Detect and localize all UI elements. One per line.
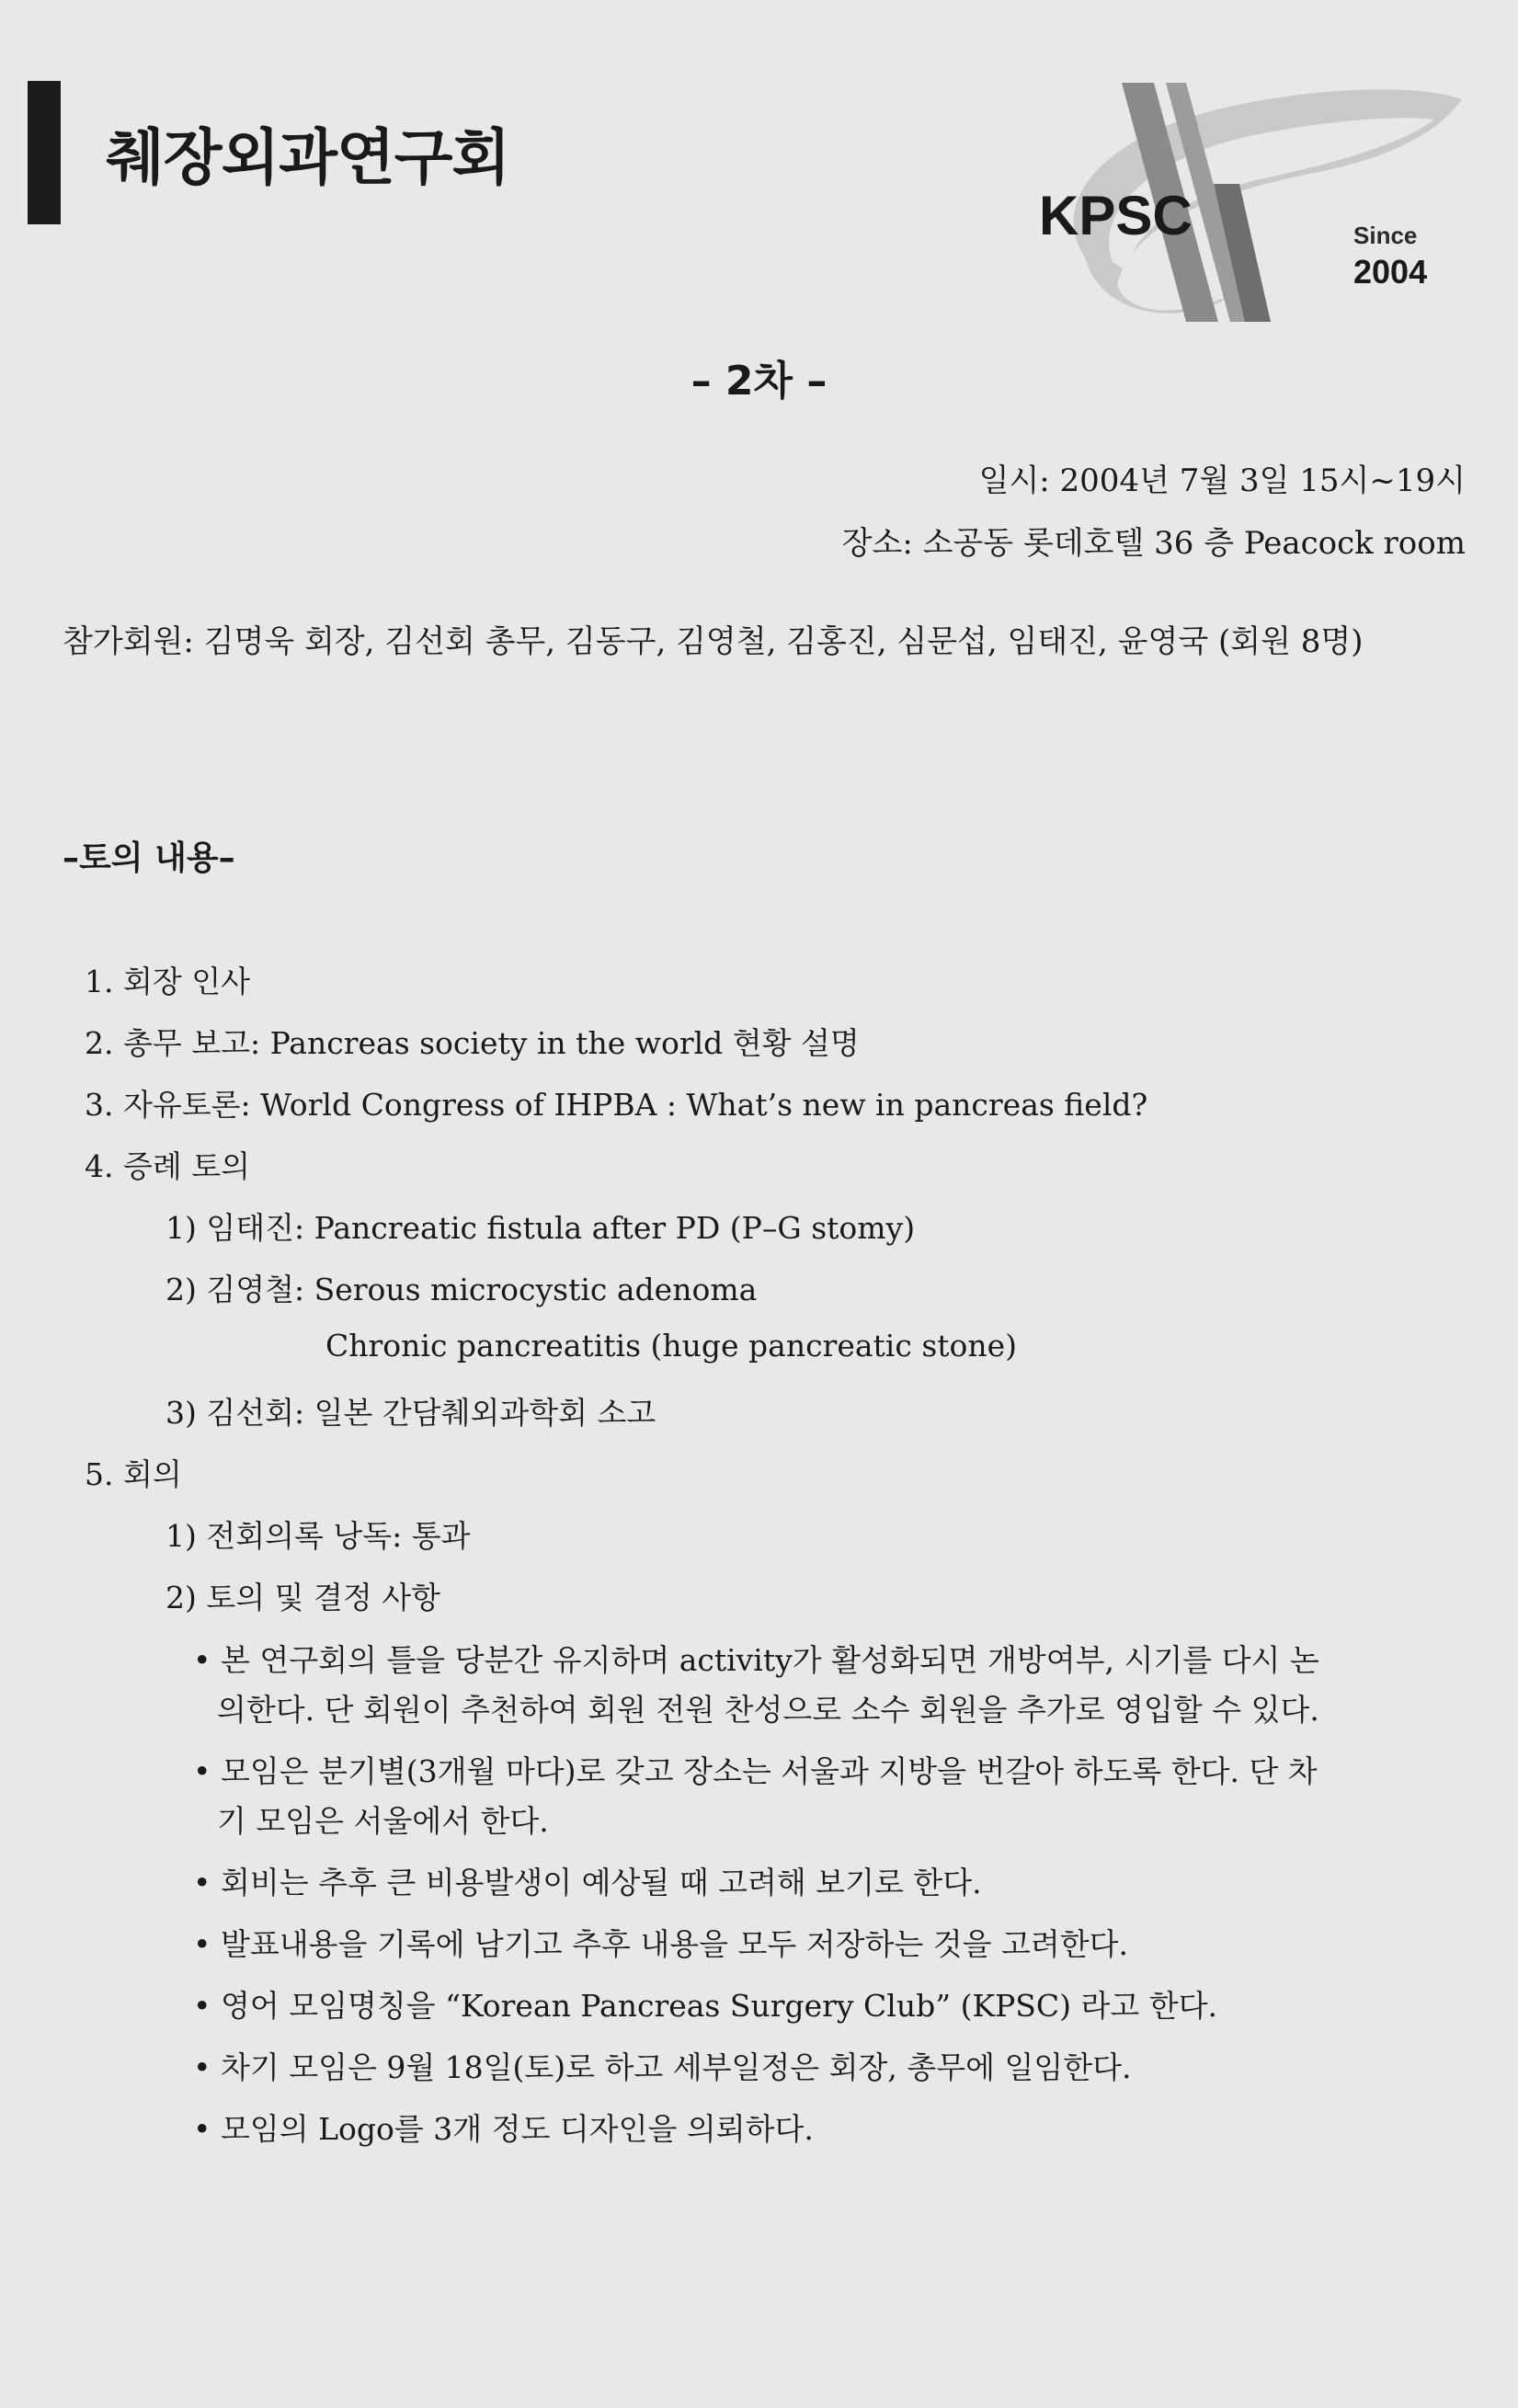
attendee-list: 참가회원: 김명욱 회장, 김선회 총무, 김동구, 김영철, 김홍진, 심문섭, 임태진, 윤영국 (회원 8명) bbox=[63, 623, 1364, 660]
meeting-venue: 장소: 소공동 롯데호텔 36 층 Peacock room bbox=[841, 525, 1466, 562]
decision-2-line-1: • 모임은 분기별(3개월 마다)로 갖고 장소는 서울과 지방을 번갈아 하도록 한다. 단 차 bbox=[193, 1753, 1318, 1789]
meeting-item-2: 2) 토의 및 결정 사항 bbox=[165, 1580, 440, 1615]
decision-5: • 영어 모임명칭을 “Korean Pancreas Surgery Club” (KPSC) 라고 한다. bbox=[193, 1988, 1218, 2024]
agenda-item-4: 4. 증례 토의 bbox=[85, 1148, 250, 1184]
decision-3: • 회비는 추후 큰 비용발생이 예상될 때 고려해 보기로 한다. bbox=[193, 1865, 982, 1900]
logo-since-year: 2004 bbox=[1353, 253, 1428, 291]
session-number: – 2차 – bbox=[691, 358, 827, 405]
logo-since-label: Since bbox=[1353, 222, 1418, 249]
case-item-3: 3) 김선회: 일본 간담췌외과학회 소고 bbox=[165, 1395, 656, 1431]
decision-1-line-1: • 본 연구회의 틀을 당분간 유지하며 activity가 활성화되면 개방여부, 시기를 다시 논 bbox=[193, 1642, 1319, 1678]
meeting-datetime: 일시: 2004년 7월 3일 15시~19시 bbox=[978, 462, 1466, 499]
case-item-1: 1) 임태진: Pancreatic fistula after PD (P–G stomy) bbox=[165, 1210, 916, 1246]
agenda-item-1: 1. 회장 인사 bbox=[85, 964, 250, 999]
page-title: 췌장외과연구회 bbox=[106, 122, 510, 193]
decision-1-line-2: 의한다. 단 회원이 추천하여 회원 전원 찬성으로 소수 회원을 추가로 영입할 수 있다. bbox=[217, 1692, 1319, 1728]
logo-abbr: KPSC bbox=[1039, 185, 1193, 246]
case-item-2-continued: Chronic pancreatitis (huge pancreatic stone) bbox=[325, 1328, 1018, 1364]
meeting-item-1: 1) 전회의록 낭독: 통과 bbox=[165, 1518, 471, 1554]
title-accent-bar bbox=[28, 81, 61, 224]
kpsc-logo bbox=[1030, 74, 1471, 331]
agenda-item-2: 2. 총무 보고: Pancreas society in the world 현황 설명 bbox=[85, 1025, 860, 1061]
decision-6: • 차기 모임은 9월 18일(토)로 하고 세부일정은 회장, 총무에 일임한다. bbox=[193, 2049, 1132, 2085]
case-item-2: 2) 김영철: Serous microcystic adenoma bbox=[165, 1272, 758, 1307]
decision-7: • 모임의 Logo를 3개 정도 디자인을 의뢰하다. bbox=[193, 2111, 814, 2147]
decision-4: • 발표내용을 기록에 남기고 추후 내용을 모두 저장하는 것을 고려한다. bbox=[193, 1926, 1128, 1962]
agenda-item-5: 5. 회의 bbox=[85, 1456, 182, 1492]
agenda-item-3: 3. 자유토론: World Congress of IHPBA : What’s new in pancreas field? bbox=[85, 1087, 1148, 1123]
decision-2-line-2: 기 모임은 서울에서 한다. bbox=[217, 1803, 549, 1839]
section-title: –토의 내용– bbox=[63, 839, 235, 877]
